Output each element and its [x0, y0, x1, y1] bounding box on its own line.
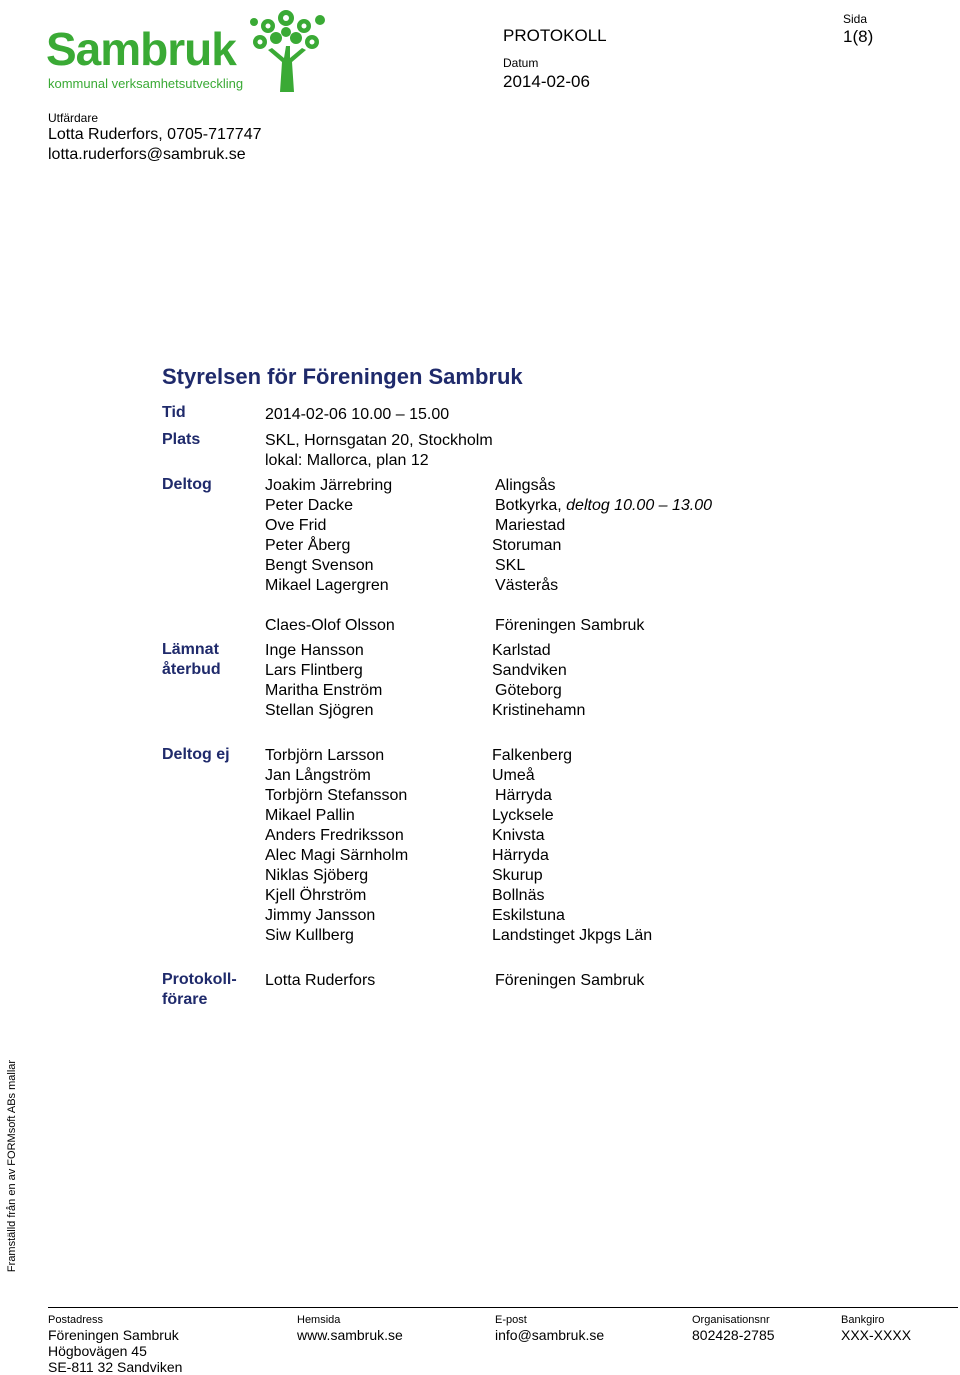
date-label: Datum	[503, 56, 539, 70]
list-item: Bengt Svenson SKL	[265, 557, 526, 574]
footer-epost-label: E-post	[495, 1314, 527, 1326]
list-item-name: Claes-Olof Olsson	[265, 617, 395, 634]
list-item: Maritha Enström Göteborg	[265, 682, 562, 699]
footer-postadress-2: Högbovägen 45	[48, 1343, 147, 1359]
list-item: Mikael Lagergren Västerås	[265, 577, 559, 594]
footer-postadress-label: Postadress	[48, 1314, 104, 1326]
tid-value: 2014-02-06 10.00 – 15.00	[265, 406, 450, 423]
sambruk-logo	[46, 6, 326, 96]
list-item: Peter Åberg Storuman	[265, 537, 562, 554]
plats-line1: SKL, Hornsgatan 20, Stockholm	[265, 432, 493, 449]
footer-epost[interactable]: info@sambruk.se	[495, 1327, 605, 1343]
deltog-ej-label: Deltog ej	[162, 746, 230, 763]
footer-bankgiro-label: Bankgiro	[841, 1314, 885, 1326]
plats-label: Plats	[162, 431, 201, 448]
protokollforare-org: Föreningen Sambruk	[495, 972, 645, 989]
list-item: Alec Magi Särnholm Härryda	[265, 847, 549, 864]
page-label: Sida	[843, 12, 868, 26]
deltog-ej-list	[265, 746, 653, 946]
lamnat-list	[265, 641, 586, 721]
lamnat-label-2: återbud	[162, 661, 221, 678]
footer-postadress-1: Föreningen Sambruk	[48, 1327, 179, 1343]
deltog-label: Deltog	[162, 476, 212, 493]
list-item: Torbjörn Larsson Falkenberg	[265, 747, 573, 764]
list-item: Ove Frid Mariestad	[265, 517, 566, 534]
list-item: Niklas Sjöberg Skurup	[265, 867, 543, 884]
list-item: Torbjörn Stefansson Härryda	[265, 787, 552, 804]
list-item: Joakim Järrebring Alingsås	[265, 477, 556, 494]
footer-hemsida-label: Hemsida	[297, 1314, 341, 1326]
template-credit: Framställd från en av FORMsoft ABs mallar	[6, 1059, 18, 1273]
protokollforare-label-1: Protokoll-	[162, 971, 237, 988]
footer-bankgiro: XXX-XXXX	[841, 1327, 912, 1343]
page-title: Styrelsen för Föreningen Sambruk	[162, 364, 523, 389]
list-item: Peter Dacke Botkyrka, deltog 10.00 – 13.00	[265, 497, 713, 514]
list-item: Inge Hansson Karlstad	[265, 642, 551, 659]
list-item: Anders Fredriksson Knivsta	[265, 827, 545, 844]
page-number: 1(8)	[843, 27, 874, 46]
footer-orgnr-label: Organisationsnr	[692, 1314, 770, 1326]
logo-name: Sambruk	[46, 23, 236, 75]
footer-hemsida[interactable]: www.sambruk.se	[297, 1327, 403, 1343]
footer-orgnr: 802428-2785	[692, 1327, 775, 1343]
logo-tagline: kommunal verksamhetsutveckling	[48, 76, 244, 91]
list-item: Lars Flintberg Sandviken	[265, 662, 567, 679]
deltog-extra	[265, 616, 645, 636]
footer-postadress-3: SE-811 32 Sandviken	[48, 1359, 183, 1375]
protokollforare-name: Lotta Ruderfors	[265, 972, 376, 989]
tid-label: Tid	[162, 404, 186, 421]
deltog-list	[265, 476, 713, 596]
list-item: Siw Kullberg Landstinget Jkpgs Län	[265, 927, 653, 944]
tree-gears-icon	[246, 6, 326, 92]
list-item-org: Föreningen Sambruk	[495, 617, 645, 634]
list-item: Mikael Pallin Lycksele	[265, 807, 554, 824]
footer-divider	[48, 1307, 958, 1308]
list-item: Kjell Öhrström Bollnäs	[265, 887, 545, 904]
list-item: Jimmy Jansson Eskilstuna	[265, 907, 565, 924]
issuer-label: Utfärdare	[48, 111, 99, 125]
list-item: Jan Långström Umeå	[265, 767, 535, 784]
issuer-email: lotta.ruderfors@sambruk.se	[48, 146, 246, 163]
lamnat-label-1: Lämnat	[162, 641, 219, 658]
plats-line2: lokal: Mallorca, plan 12	[265, 452, 429, 469]
doc-type: PROTOKOLL	[503, 26, 607, 45]
date-value: 2014-02-06	[503, 72, 590, 91]
protokollforare-label-2: förare	[162, 991, 208, 1008]
list-item: Stellan Sjögren Kristinehamn	[265, 702, 586, 719]
issuer-name: Lotta Ruderfors, 0705-717747	[48, 126, 262, 143]
